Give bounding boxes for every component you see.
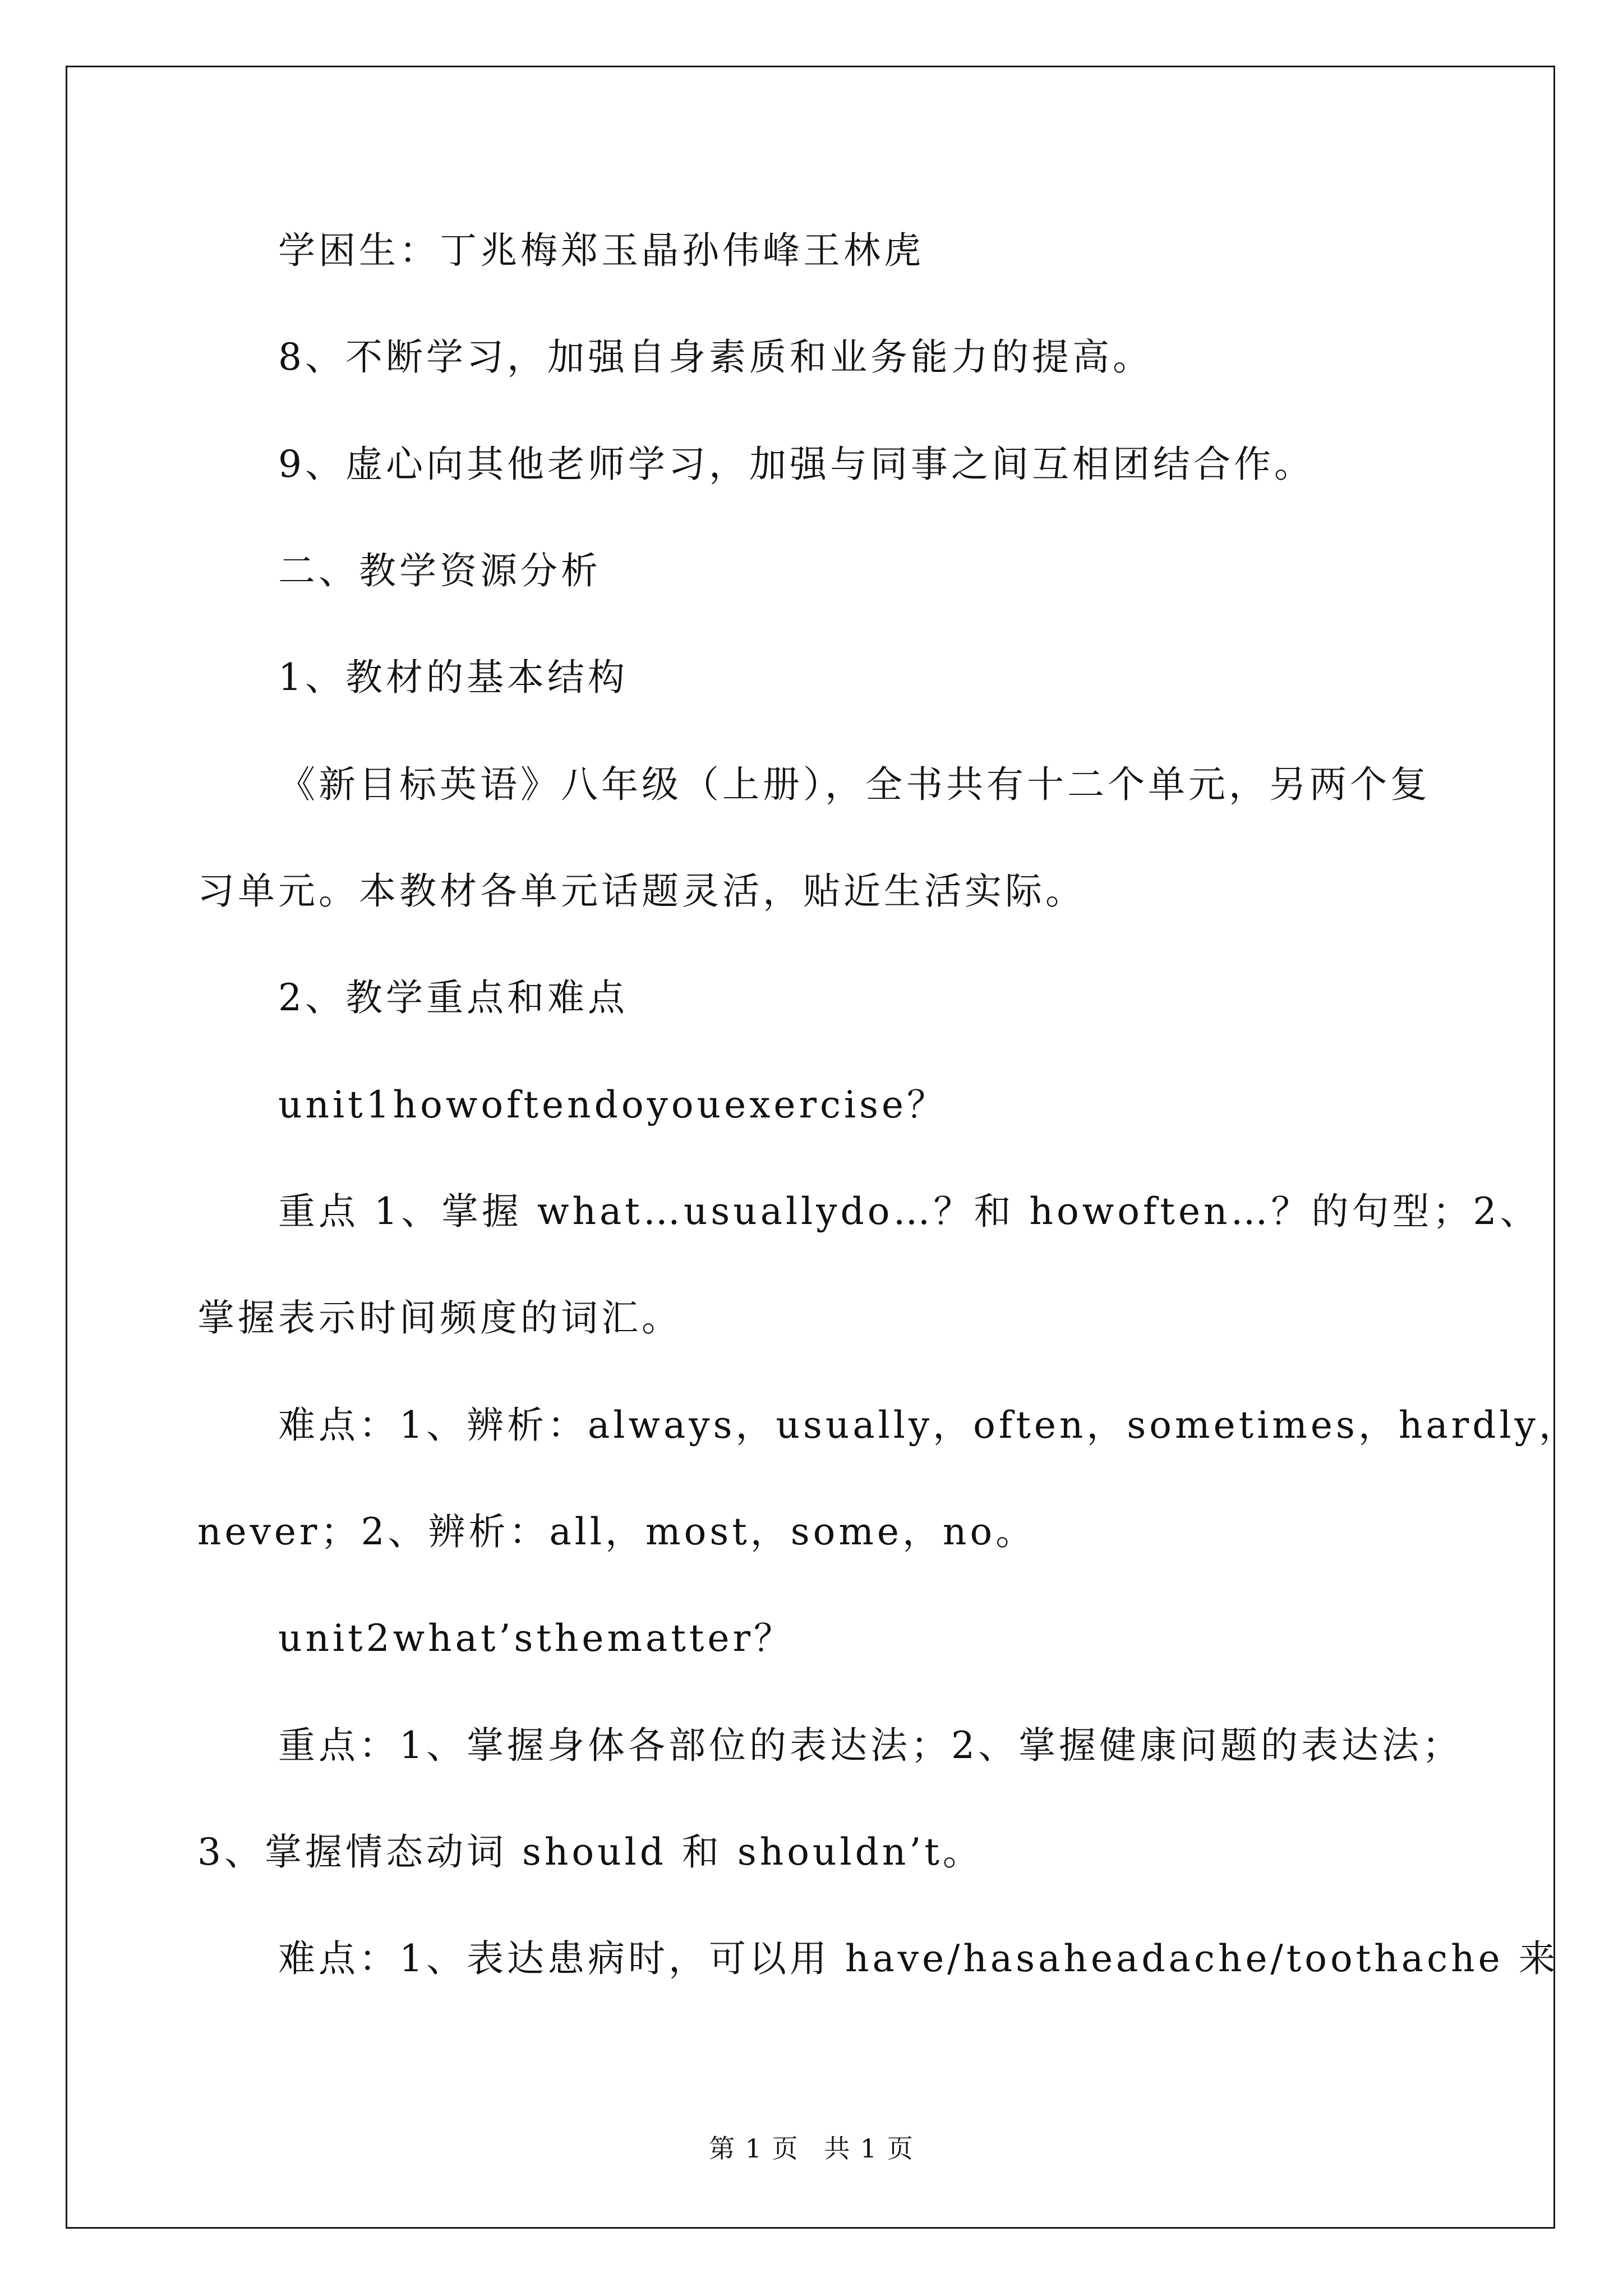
text-line: 9、虚心向其他老师学习，加强与同事之间互相团结合作。 — [278, 443, 1315, 486]
page-total: 共 1 页 — [824, 2133, 914, 2164]
unit-title: unit2what’sthematter？ — [278, 1617, 795, 1660]
text-line: 习单元。本教材各单元话题灵活，贴近生活实际。 — [197, 869, 1086, 913]
text-line: 难点：1、辨析：always，usually，often，sometimes，hardly， — [278, 1404, 1579, 1447]
page-border — [66, 66, 1555, 2229]
subsection-heading: 1、教材的基本结构 — [278, 656, 628, 699]
text-line: 8、不断学习，加强自身素质和业务能力的提高。 — [278, 335, 1153, 379]
page-number: 第 1 页 — [709, 2133, 799, 2164]
text-line: never；2、辨析：all，most，some，no。 — [197, 1510, 1036, 1553]
unit-title: unit1howoftendoyouexercise？ — [278, 1083, 948, 1126]
text-line: 掌握表示时间频度的词汇。 — [197, 1296, 682, 1340]
page-footer — [0, 2132, 1623, 2165]
text-line: 3、掌握情态动词 should 和 shouldn’t。 — [197, 1830, 983, 1874]
text-line: 学困生：丁兆梅郑玉晶孙伟峰王林虎 — [278, 229, 924, 272]
text-line: 重点：1、掌握身体各部位的表达法；2、掌握健康问题的表达法； — [278, 1724, 1463, 1767]
subsection-heading: 2、教学重点和难点 — [278, 976, 628, 1019]
text-line: 难点：1、表达患病时，可以用 have/hasaheadache/toothache 来 — [278, 1937, 1559, 1980]
text-line: 重点 1、掌握 what…usuallydo…？和 howoften…？的句型；2、 — [278, 1190, 1541, 1233]
section-heading: 二、教学资源分析 — [278, 549, 601, 592]
text-line: 《新目标英语》八年级（上册），全书共有十二个单元，另两个复 — [278, 763, 1431, 806]
